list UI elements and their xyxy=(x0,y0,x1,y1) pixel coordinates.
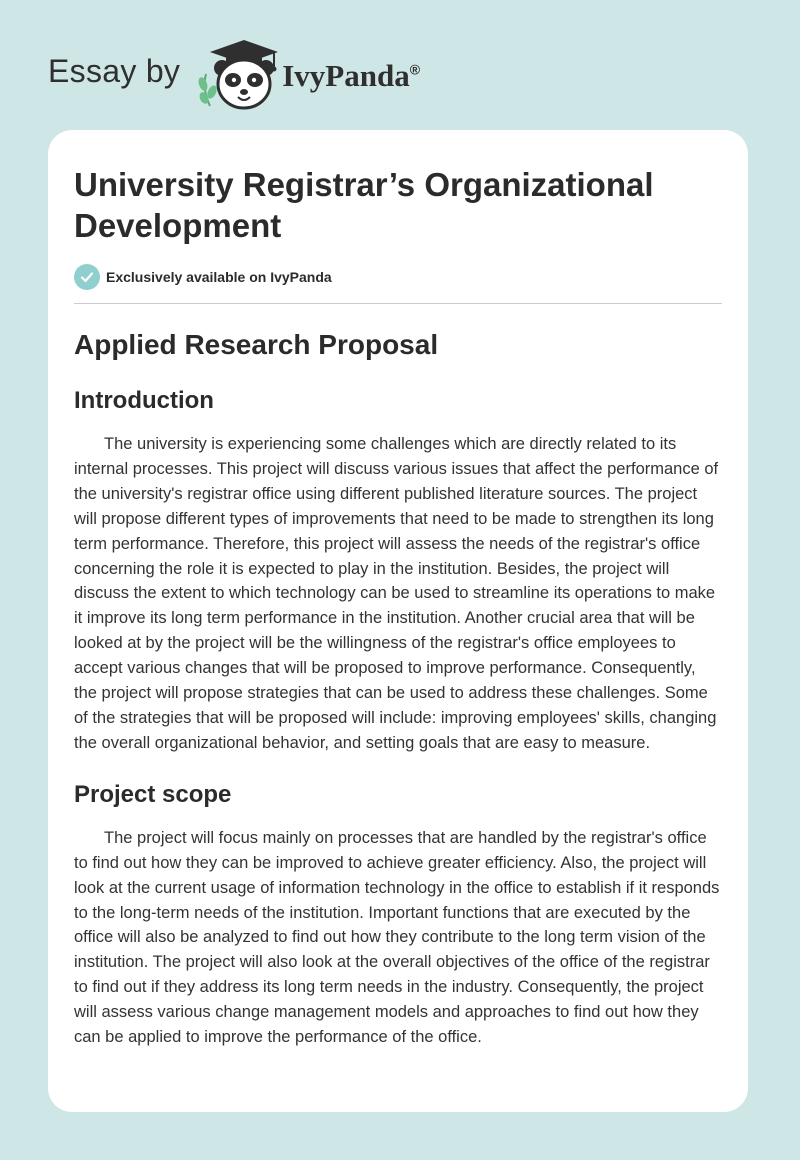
project-scope-heading: Project scope xyxy=(74,780,232,808)
introduction-paragraph: The university is experiencing some challenges which are directly related to its internal processes. This project will discuss various issues that affect the performance of the university's registrar office using different published literature sources. The project will propose different types of improvements that need to be made to strengthen its long term performance. Therefore, this project will assess the needs of the registrar's office concerning the role it is expected to play in the institution. Besides, the project will discuss the extent to which technology can be used to streamline its operations to make it improve its long term performance in the institution. Another crucial area that will be looked at by the project will be the willingness of the registrar's office employees to accept various changes that will be proposed to improve performance. Consequently, the project will propose strategies that can be used to address these challenges. Some of the strategies that will be proposed will include: improving employees' skills, changing the overall organizational behavior, and setting goals that are easy to measure. xyxy=(74,435,719,752)
essay-by-label: Essay by xyxy=(48,52,181,89)
introduction-heading: Introduction xyxy=(74,387,214,414)
exclusive-badge-text: Exclusively available on IvyPanda xyxy=(106,269,332,285)
check-icon xyxy=(74,264,100,290)
exclusive-badge xyxy=(74,264,722,304)
project-scope-paragraph: The project will focus mainly on processes that are handled by the registrar's office to find out how they can be improved to achieve greater efficiency. Also, the project will look at the current usage of information technology in the office to establish if it responds to the long-term needs of the institution. Important functions that are executed by the office will also be analyzed to find out how they contribute to the long term vision of the institution. The project will also look at the overall objectives of the office of the registrar to find out if they address its long term needs in the industry. Consequently, the project will assess various change management models and approaches to find out how they can be applied to improve the performance of the office. xyxy=(74,828,720,1047)
brand-name-text: IvyPanda xyxy=(282,58,410,93)
essay-card xyxy=(48,130,748,1112)
registered-mark: ® xyxy=(409,61,421,78)
brand-name[interactable] xyxy=(282,58,420,94)
site-header xyxy=(48,34,420,114)
panda-logo-icon[interactable] xyxy=(192,34,288,114)
section-title: Applied Research Proposal xyxy=(74,329,439,360)
essay-title: University Registrar’s Organizational Development xyxy=(74,166,654,244)
